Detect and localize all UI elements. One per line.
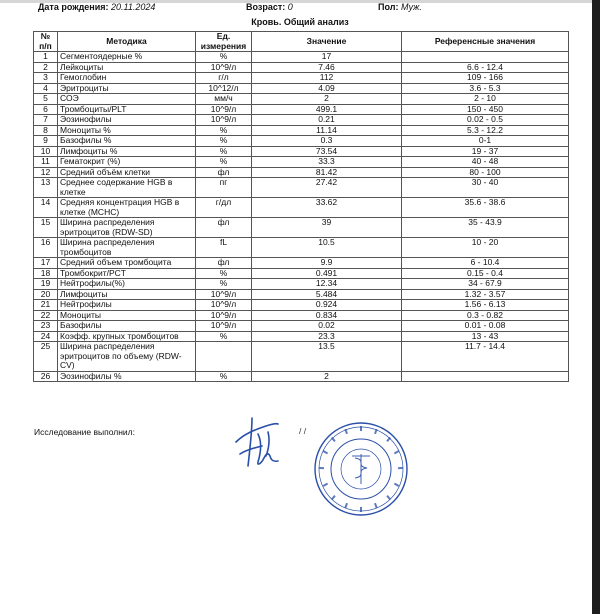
row-reference: 1.32 - 3.57 — [402, 289, 569, 300]
row-reference: 10 - 20 — [402, 238, 569, 258]
row-unit: 10^9/л — [196, 310, 252, 321]
row-value: 499.1 — [252, 104, 402, 115]
row-value: 17 — [252, 52, 402, 63]
row-method: Эозинофилы — [58, 115, 196, 126]
row-number: 17 — [34, 258, 58, 269]
row-number: 25 — [34, 342, 58, 372]
row-method: Лейкоциты — [58, 62, 196, 73]
row-value: 112 — [252, 73, 402, 84]
row-number: 15 — [34, 218, 58, 238]
row-value: 11.14 — [252, 125, 402, 136]
row-reference: 2 - 10 — [402, 94, 569, 105]
table-row — [34, 62, 569, 73]
table-row — [34, 94, 569, 105]
table-row — [34, 218, 569, 238]
table-row — [34, 83, 569, 94]
row-method: Нейтрофилы — [58, 300, 196, 311]
row-reference: 0.02 - 0.5 — [402, 115, 569, 126]
row-method: Базофилы % — [58, 136, 196, 147]
row-number: 11 — [34, 157, 58, 168]
row-unit: фл — [196, 167, 252, 178]
row-unit: % — [196, 279, 252, 290]
row-unit: пг — [196, 178, 252, 198]
row-value: 13.5 — [252, 342, 402, 372]
dob-value: 20.11.2024 — [111, 2, 156, 12]
row-unit: 10^9/л — [196, 300, 252, 311]
results-body — [34, 52, 569, 382]
row-method: Тромбокрит/PCT — [58, 268, 196, 279]
row-reference: 1.56 - 6.13 — [402, 300, 569, 311]
row-unit: fL — [196, 238, 252, 258]
table-row — [34, 136, 569, 147]
row-method: Ширина распределения эритроцитов (RDW-SD) — [58, 218, 196, 238]
row-method: Средняя концентрация HGB в клетке (MCHC) — [58, 198, 196, 218]
row-value: 5.484 — [252, 289, 402, 300]
row-number: 21 — [34, 300, 58, 311]
row-reference: 11.7 - 14.4 — [402, 342, 569, 372]
dob-field — [38, 2, 155, 12]
age-value: 0 — [287, 2, 293, 12]
row-value: 0.02 — [252, 321, 402, 332]
row-reference: 13 - 43 — [402, 331, 569, 342]
row-value: 33.3 — [252, 157, 402, 168]
row-unit: фл — [196, 258, 252, 269]
row-value: 10.5 — [252, 238, 402, 258]
row-unit: 10^12/л — [196, 83, 252, 94]
table-row — [34, 268, 569, 279]
row-reference: 0.01 - 0.08 — [402, 321, 569, 332]
row-method: Эозинофилы % — [58, 371, 196, 382]
row-number: 4 — [34, 83, 58, 94]
row-number: 6 — [34, 104, 58, 115]
table-row — [34, 146, 569, 157]
table-row — [34, 289, 569, 300]
row-method: Эритроциты — [58, 83, 196, 94]
row-value: 2 — [252, 371, 402, 382]
row-unit: 10^9/л — [196, 115, 252, 126]
col-header-value: Значение — [252, 32, 402, 52]
row-method: Моноциты % — [58, 125, 196, 136]
col-header-unit: Ед. измерения — [196, 32, 252, 52]
row-number: 24 — [34, 331, 58, 342]
row-unit: 10^9/л — [196, 62, 252, 73]
row-number: 9 — [34, 136, 58, 147]
table-row — [34, 115, 569, 126]
row-reference: 35.6 - 38.6 — [402, 198, 569, 218]
row-value: 0.491 — [252, 268, 402, 279]
row-number: 8 — [34, 125, 58, 136]
row-value: 0.924 — [252, 300, 402, 311]
row-number: 5 — [34, 94, 58, 105]
row-reference: 6.6 - 12.4 — [402, 62, 569, 73]
row-method: Тромбоциты/PLT — [58, 104, 196, 115]
table-row — [34, 125, 569, 136]
row-method: Гемоглобин — [58, 73, 196, 84]
row-reference: 0-1 — [402, 136, 569, 147]
results-table — [33, 31, 569, 382]
row-reference — [402, 371, 569, 382]
official-round-stamp — [312, 420, 410, 518]
row-number: 3 — [34, 73, 58, 84]
table-row — [34, 157, 569, 168]
row-value: 81.42 — [252, 167, 402, 178]
row-unit: мм/ч — [196, 94, 252, 105]
row-method: Сегментоядерные % — [58, 52, 196, 63]
row-unit: фл — [196, 218, 252, 238]
row-value: 27.42 — [252, 178, 402, 198]
row-method: Ширина распределения эритроцитов по объему (RDW-CV) — [58, 342, 196, 372]
col-header-method: Методика — [58, 32, 196, 52]
row-value: 0.21 — [252, 115, 402, 126]
handwritten-signature — [228, 412, 290, 476]
row-reference: 6 - 10.4 — [402, 258, 569, 269]
row-reference: 34 - 67.9 — [402, 279, 569, 290]
row-unit: % — [196, 146, 252, 157]
row-method: Нейтрофилы(%) — [58, 279, 196, 290]
row-unit: % — [196, 331, 252, 342]
row-method: Гематокрит (%) — [58, 157, 196, 168]
patient-header — [38, 2, 578, 16]
age-field — [246, 2, 293, 12]
row-method: Ширина распределения тромбоцитов — [58, 238, 196, 258]
row-unit: г/дл — [196, 198, 252, 218]
row-value: 2 — [252, 94, 402, 105]
row-number: 23 — [34, 321, 58, 332]
table-row — [34, 371, 569, 382]
row-method: Средний объем тромбоцита — [58, 258, 196, 269]
row-number: 14 — [34, 198, 58, 218]
table-row — [34, 52, 569, 63]
row-unit: 10^9/л — [196, 289, 252, 300]
row-number: 1 — [34, 52, 58, 63]
document-title: Кровь. Общий анализ — [251, 17, 349, 27]
table-header-row — [34, 32, 569, 52]
row-value: 7.46 — [252, 62, 402, 73]
row-unit: % — [196, 371, 252, 382]
scan-edge-right — [592, 0, 600, 614]
row-number: 13 — [34, 178, 58, 198]
table-row — [34, 104, 569, 115]
row-unit — [196, 342, 252, 372]
row-value: 39 — [252, 218, 402, 238]
age-label: Возраст: — [246, 2, 286, 12]
row-reference: 30 - 40 — [402, 178, 569, 198]
row-number: 7 — [34, 115, 58, 126]
row-value: 0.834 — [252, 310, 402, 321]
table-row — [34, 198, 569, 218]
row-number: 10 — [34, 146, 58, 157]
row-reference: 150 - 450 — [402, 104, 569, 115]
row-method: Коэфф. крупных тромбоцитов — [58, 331, 196, 342]
sex-label: Пол: — [378, 2, 399, 12]
row-reference: 3.6 - 5.3 — [402, 83, 569, 94]
signature-separator: / / — [299, 426, 307, 436]
row-unit: г/л — [196, 73, 252, 84]
row-method: Лимфоциты — [58, 289, 196, 300]
dob-label: Дата рождения: — [38, 2, 109, 12]
row-method: СОЭ — [58, 94, 196, 105]
row-unit: % — [196, 157, 252, 168]
table-row — [34, 73, 569, 84]
row-reference: 109 - 166 — [402, 73, 569, 84]
sex-value: Муж. — [400, 2, 422, 12]
row-unit: 10^9/л — [196, 104, 252, 115]
row-reference: 0.3 - 0.82 — [402, 310, 569, 321]
row-unit: % — [196, 136, 252, 147]
row-unit: % — [196, 125, 252, 136]
row-value: 73.54 — [252, 146, 402, 157]
row-method: Среднее содержание HGB в клетке — [58, 178, 196, 198]
row-reference: 35 - 43.9 — [402, 218, 569, 238]
row-value: 23.3 — [252, 331, 402, 342]
table-row — [34, 167, 569, 178]
sex-field — [378, 2, 422, 12]
table-row — [34, 279, 569, 290]
table-row — [34, 300, 569, 311]
table-row — [34, 178, 569, 198]
row-unit: % — [196, 268, 252, 279]
row-number: 12 — [34, 167, 58, 178]
row-value: 12.34 — [252, 279, 402, 290]
row-number: 20 — [34, 289, 58, 300]
performed-by-label: Исследование выполнил: — [34, 427, 135, 437]
table-row — [34, 321, 569, 332]
row-value: 0.3 — [252, 136, 402, 147]
row-unit: % — [196, 52, 252, 63]
row-number: 26 — [34, 371, 58, 382]
row-value: 9.9 — [252, 258, 402, 269]
row-reference: 0.15 - 0.4 — [402, 268, 569, 279]
table-row — [34, 310, 569, 321]
table-row — [34, 258, 569, 269]
col-header-ref: Референсные значения — [402, 32, 569, 52]
row-number: 18 — [34, 268, 58, 279]
table-row — [34, 331, 569, 342]
row-reference: 19 - 37 — [402, 146, 569, 157]
row-reference — [402, 52, 569, 63]
table-row — [34, 342, 569, 372]
table-row — [34, 238, 569, 258]
row-number: 16 — [34, 238, 58, 258]
row-unit: 10^9/л — [196, 321, 252, 332]
row-value: 33.62 — [252, 198, 402, 218]
row-method: Средний объём клетки — [58, 167, 196, 178]
row-number: 19 — [34, 279, 58, 290]
row-number: 2 — [34, 62, 58, 73]
row-value: 4.09 — [252, 83, 402, 94]
col-header-num: № п/п — [34, 32, 58, 52]
row-method: Лимфоциты % — [58, 146, 196, 157]
row-method: Базофилы — [58, 321, 196, 332]
row-reference: 80 - 100 — [402, 167, 569, 178]
row-reference: 40 - 48 — [402, 157, 569, 168]
row-method: Моноциты — [58, 310, 196, 321]
row-number: 22 — [34, 310, 58, 321]
row-reference: 5.3 - 12.2 — [402, 125, 569, 136]
